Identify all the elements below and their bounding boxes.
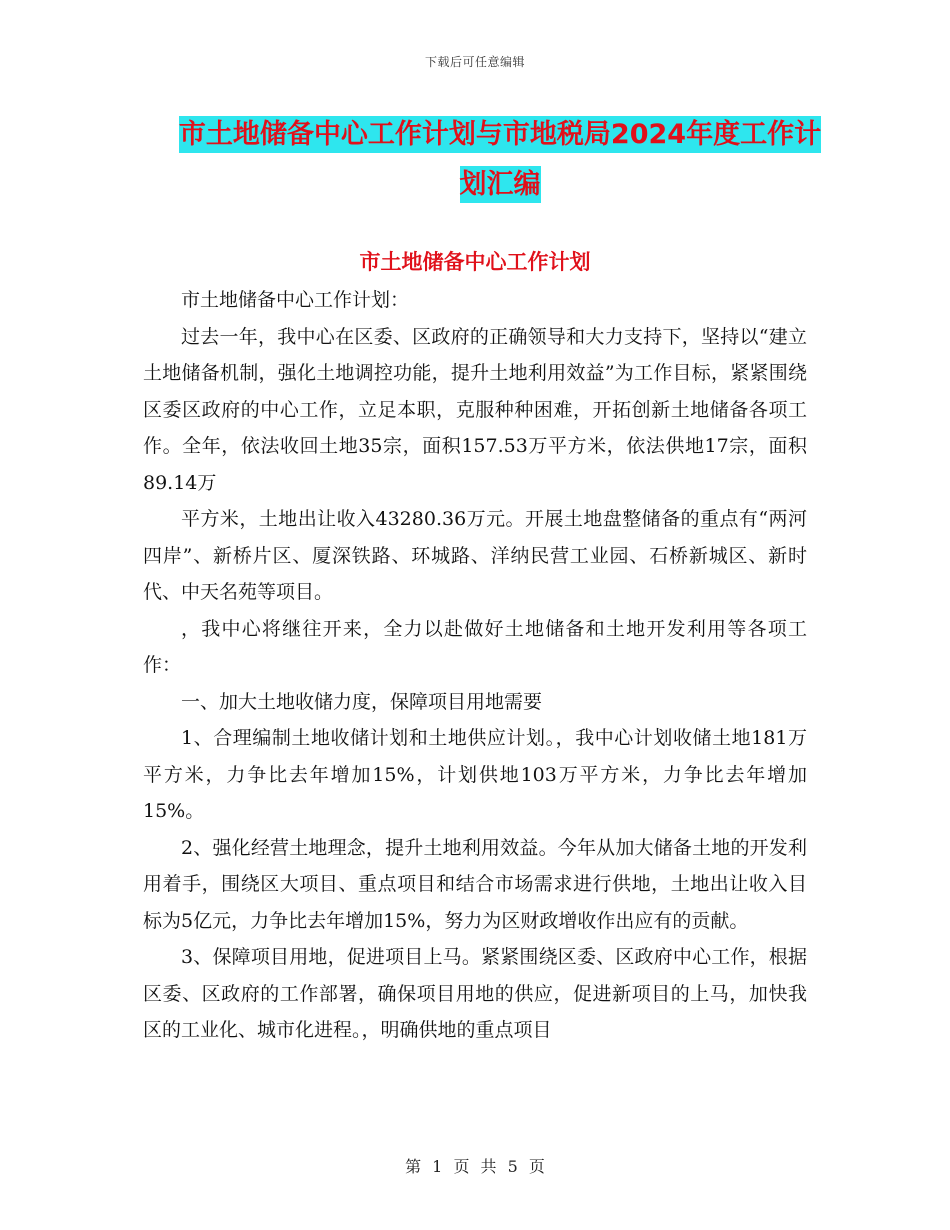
title-line-2: 划汇编 bbox=[460, 166, 541, 203]
paragraph: 平方米，土地出让收入43280.36万元。开展土地盘整储备的重点有“两河四岸”、新桥片区、厦深铁路、环城路、洋纳民营工业园、石桥新城区、新时代、中天名苑等项目。 bbox=[143, 508, 807, 603]
header-note: 下载后可任意编辑 bbox=[424, 55, 525, 69]
paragraph: 2、强化经营土地理念，提升土地利用效益。今年从加大储备土地的开发利用着手，围绕区大项目、重点项目和结合市场需求进行供地，土地出让收入目标为5亿元，力争比去年增加15%，努力为区财政增收作出应有的贡献。 bbox=[143, 836, 807, 932]
document-title bbox=[140, 110, 860, 210]
paragraph-heading: 一、加大土地收储力度，保障项目用地需要 bbox=[181, 690, 543, 713]
paragraph: ，我中心将继往开来，全力以赴做好土地储备和土地开发利用等各项工作： bbox=[143, 617, 807, 676]
section-title: 市土地储备中心工作计划 bbox=[359, 250, 591, 274]
body-text bbox=[143, 282, 807, 1049]
paragraph: 1、合理编制土地收储计划和土地供应计划。，我中心计划收储土地181万平方米，力争比去年增加15%，计划供地103万平方米，力争比去年增加15%。 bbox=[143, 727, 807, 822]
paragraph-intro: 市土地储备中心工作计划： bbox=[181, 289, 410, 311]
paragraph: 过去一年，我中心在区委、区政府的正确领导和大力支持下，坚持以“建立土地储备机制，强化土地调控功能，提升土地利用效益”为工作目标，紧紧围绕区委区政府的中心工作，立足本职，克服种种困难，开拓创新土地储备各项工作。全年，依法收回土地35宗，面积157.53万平方米，依法供地17宗，面积89.14万 bbox=[143, 325, 807, 494]
page-footer: 第 1 页 共 5 页 bbox=[405, 1157, 545, 1176]
title-line-1: 市土地储备中心工作计划与市地税局2024年度工作计 bbox=[179, 116, 821, 153]
paragraph: 3、保障项目用地，促进项目上马。紧紧围绕区委、区政府中心工作，根据区委、区政府的工作部署，确保项目用地的供应，促进新项目的上马，加快我区的工业化、城市化进程。，明确供地的重点项目 bbox=[143, 946, 807, 1041]
